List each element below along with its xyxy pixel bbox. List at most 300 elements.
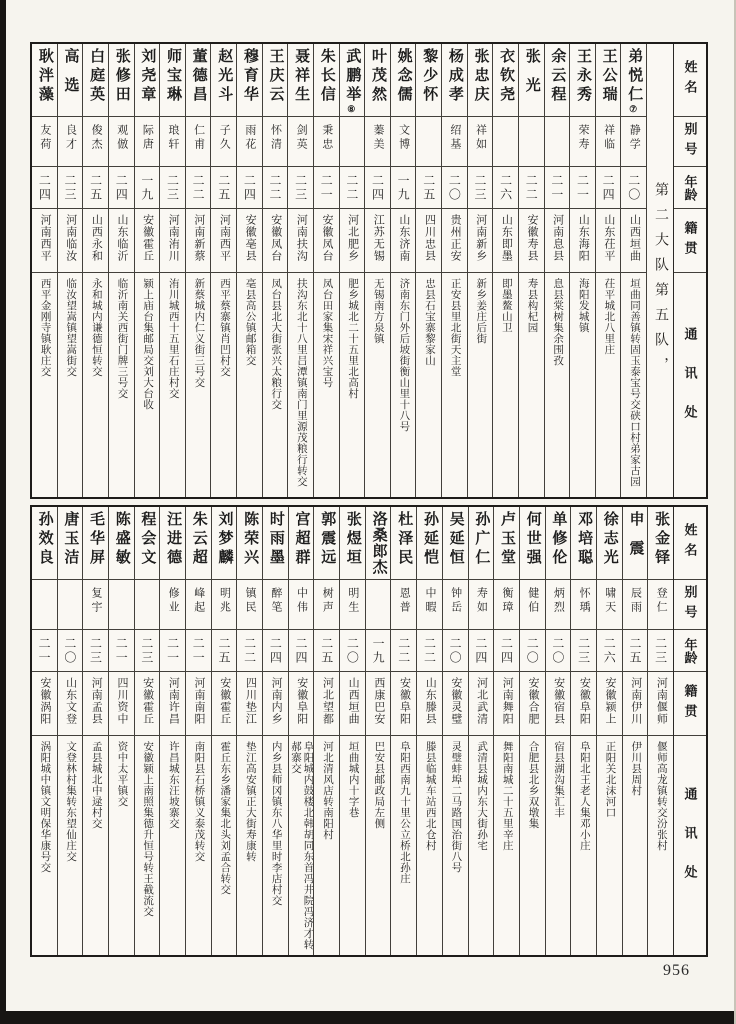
person-name-cell	[469, 507, 494, 580]
person-column	[185, 507, 211, 955]
person-contact-cell	[211, 273, 236, 497]
person-contact-cell	[570, 273, 595, 497]
person-column	[32, 44, 57, 497]
person-alias: 剑英	[295, 124, 308, 152]
person-column	[57, 44, 83, 497]
person-native-place: 山西垣曲	[628, 214, 641, 262]
person-contact-cell	[314, 273, 339, 497]
person-alias-cell	[494, 580, 519, 630]
person-alias: 辰雨	[629, 587, 642, 615]
person-alias-cell	[135, 580, 160, 630]
page-content	[30, 42, 708, 957]
person-name-cell	[83, 507, 108, 580]
person-contact-address: 许昌城东汪坡寨交	[167, 741, 179, 829]
person-native-cell	[340, 209, 365, 273]
person-native-cell	[58, 209, 83, 273]
person-contact-cell	[58, 736, 83, 955]
person-contact-cell	[340, 736, 365, 955]
person-contact-cell	[623, 736, 648, 955]
person-name: 王永秀	[574, 48, 591, 105]
person-alias-cell	[263, 580, 288, 630]
person-column	[134, 507, 160, 955]
person-name: 程会文	[139, 511, 156, 568]
roster-bottom-people	[32, 507, 673, 955]
person-age: 二三	[88, 636, 103, 665]
person-native-cell	[597, 672, 622, 736]
person-age: 二一	[37, 636, 52, 665]
person-contact-address: 滕县临城车站西北仓村	[424, 741, 436, 851]
person-alias: 峰起	[192, 587, 205, 615]
person-column	[441, 44, 467, 497]
person-age-cell	[237, 630, 262, 672]
person-native-cell	[288, 209, 313, 273]
person-age: 二〇	[345, 636, 360, 665]
person-age-cell	[109, 167, 134, 209]
person-name: 余云程	[549, 48, 566, 105]
person-alias-cell	[571, 580, 596, 630]
person-contact-address: 亳县高公镇邮箱交	[244, 278, 256, 366]
person-column	[518, 44, 544, 497]
person-age-cell	[621, 167, 646, 209]
person-alias: 蓁美	[371, 124, 384, 152]
person-column	[493, 507, 519, 955]
person-footnote-mark: ⑧	[347, 105, 358, 115]
unit-caption-column	[646, 44, 673, 497]
person-native-cell	[263, 209, 288, 273]
person-native-cell	[623, 672, 648, 736]
person-native-place: 山东茌平	[602, 214, 615, 262]
person-column	[211, 507, 237, 955]
person-name: 衣钦尧	[498, 48, 515, 105]
person-age: 二三	[165, 173, 180, 202]
person-native-cell	[494, 672, 519, 736]
person-contact-cell	[648, 736, 673, 955]
person-name-cell	[289, 507, 314, 580]
person-age-cell	[83, 167, 108, 209]
person-name: 王庆云	[267, 48, 284, 105]
person-alias: 祥临	[602, 124, 615, 152]
person-native-cell	[442, 209, 467, 273]
person-alias: 寿如	[475, 587, 488, 615]
person-age: 二四	[601, 173, 616, 202]
person-age: 二二	[344, 173, 359, 202]
person-name-cell	[596, 44, 621, 117]
person-name-cell	[186, 507, 211, 580]
person-column	[492, 44, 518, 497]
person-contact-address: 肥乡城北二十五里北高村	[347, 278, 359, 399]
person-column	[159, 507, 185, 955]
person-name-cell	[160, 507, 185, 580]
person-name-cell	[212, 507, 237, 580]
person-age-cell	[288, 167, 313, 209]
person-alias: 琅轩	[166, 124, 179, 152]
person-alias-cell	[109, 580, 134, 630]
person-native-cell	[493, 209, 518, 273]
person-age-cell	[545, 167, 570, 209]
person-native-place: 山东临沂	[115, 214, 128, 262]
person-column	[159, 44, 185, 497]
person-contact-address: 茌平城北八里庄	[603, 278, 615, 355]
person-name-cell	[83, 44, 108, 117]
person-name: 穆育华	[241, 48, 258, 105]
person-alias: 怀瑀	[578, 587, 591, 615]
person-native-place: 山东海阳	[577, 214, 590, 262]
person-age: 二二	[422, 636, 437, 665]
person-name: 赵光斗	[216, 48, 233, 105]
person-alias-cell	[135, 117, 160, 167]
person-name-cell	[58, 507, 83, 580]
person-contact-address: 凤台县北大街张兴太粮行交	[270, 278, 282, 410]
person-name-cell	[366, 507, 391, 580]
person-alias-cell	[58, 117, 83, 167]
person-age: 一九	[371, 636, 386, 665]
person-contact-address: 武清县城内东大街孙宅	[476, 741, 488, 851]
person-alias: 衡璋	[501, 587, 514, 615]
person-column	[647, 507, 673, 955]
person-native-cell	[416, 209, 441, 273]
person-age: 二五	[421, 173, 436, 202]
person-contact-cell	[416, 273, 441, 497]
person-native-place: 安徽凤台	[269, 214, 282, 262]
person-age: 二〇	[448, 636, 463, 665]
person-name: 张修田	[113, 48, 130, 105]
person-column	[622, 507, 648, 955]
person-age-cell	[570, 167, 595, 209]
person-native-cell	[417, 672, 442, 736]
person-contact-address: 阜阳城内鼓楼北韩胡同东首冯井院冯济才转郝寨交	[290, 741, 314, 950]
person-column	[467, 44, 493, 497]
person-contact-address: 舞阳南城二十五里辛庄	[501, 741, 513, 851]
person-alias-cell	[340, 580, 365, 630]
person-contact-cell	[571, 736, 596, 955]
person-name: 杨成孝	[446, 48, 463, 105]
person-contact-cell	[83, 736, 108, 955]
person-contact-cell	[109, 736, 134, 955]
person-contact-cell	[597, 736, 622, 955]
person-age: 二三	[653, 636, 668, 665]
person-column	[210, 44, 236, 497]
person-age-cell	[314, 630, 339, 672]
person-alias: 文博	[397, 124, 410, 152]
person-alias-cell	[340, 117, 365, 167]
person-contact-cell	[186, 736, 211, 955]
person-name: 孙延恺	[421, 511, 438, 568]
person-contact-address: 正阳关北沫河口	[604, 741, 616, 818]
person-age: 二一	[549, 173, 564, 202]
person-contact-cell	[366, 736, 391, 955]
person-native-place: 河南西平	[39, 214, 52, 262]
header-age: 年龄	[674, 630, 706, 672]
person-contact-address: 河北清风店转南阳村	[321, 741, 333, 840]
person-contact-address: 洧川城西十五里石庄村交	[167, 278, 179, 399]
person-contact-cell	[365, 273, 390, 497]
person-native-place: 安徽阜阳	[398, 677, 411, 725]
person-contact-address: 安徽颍上南照集德升恒号转王截流交	[142, 741, 154, 917]
person-age: 二〇	[550, 636, 565, 665]
person-alias-cell	[288, 117, 313, 167]
person-contact-address: 永和城内谦德恒转交	[90, 278, 102, 377]
person-age: 二四	[294, 636, 309, 665]
person-age-cell	[237, 167, 262, 209]
person-native-place: 安徽灵璧	[449, 677, 462, 725]
person-contact-cell	[109, 273, 134, 497]
person-contact-cell	[186, 273, 211, 497]
person-age: 一九	[396, 173, 411, 202]
person-age: 二四	[499, 636, 514, 665]
person-name: 叶茂然	[369, 48, 386, 105]
person-native-place: 贵州正安	[449, 214, 462, 262]
scan-edge-bottom	[0, 1011, 736, 1024]
person-native-place: 安徽寿县	[525, 214, 538, 262]
person-native-place: 河南临汝	[64, 214, 77, 262]
person-name: 聂祥生	[293, 48, 310, 105]
person-native-cell	[546, 672, 571, 736]
person-age: 二一	[191, 636, 206, 665]
person-contact-cell	[519, 273, 544, 497]
person-name-cell	[237, 44, 262, 117]
person-column	[185, 44, 211, 497]
person-alias: 明生	[346, 587, 359, 615]
person-name: 孙广仁	[473, 511, 490, 568]
person-native-cell	[186, 209, 211, 273]
person-contact-cell	[494, 736, 519, 955]
person-age: 二〇	[525, 636, 540, 665]
person-contact-address: 合肥县北乡双墩集	[527, 741, 539, 829]
person-alias-cell	[596, 117, 621, 167]
person-name: 郭震远	[319, 511, 336, 568]
person-contact-address: 新乡姜庄后街	[475, 278, 487, 344]
person-contact-address: 文登林村集转东望仙庄交	[65, 741, 77, 862]
person-column	[544, 44, 570, 497]
person-age: 二二	[524, 173, 539, 202]
person-age: 二一	[319, 173, 334, 202]
person-age-cell	[493, 167, 518, 209]
person-name: 董德昌	[190, 48, 207, 105]
person-contact-address: 灵璧蚌埠二马路国治街八号	[450, 741, 462, 873]
person-native-place: 河南内乡	[270, 677, 283, 725]
person-alias: 俊杰	[90, 124, 103, 152]
person-name: 王公瑞	[600, 48, 617, 105]
person-alias: 仁甫	[192, 124, 205, 152]
header-alias: 别号	[674, 117, 706, 167]
person-alias: 怀清	[269, 124, 282, 152]
person-name: 杜泽民	[396, 511, 413, 568]
person-native-cell	[186, 672, 211, 736]
person-alias-cell	[186, 117, 211, 167]
person-age: 二三	[293, 173, 308, 202]
person-column	[595, 44, 621, 497]
person-age: 二〇	[62, 636, 77, 665]
person-contact-cell	[135, 736, 160, 955]
person-age: 二五	[216, 636, 231, 665]
person-alias-cell	[443, 580, 468, 630]
person-name-cell	[494, 507, 519, 580]
person-alias: 醉笔	[269, 587, 282, 615]
person-native-cell	[58, 672, 83, 736]
person-contact-cell	[468, 273, 493, 497]
person-name-cell	[109, 507, 134, 580]
person-alias-cell	[493, 117, 518, 167]
person-alias-cell	[237, 580, 262, 630]
person-alias: 子久	[218, 124, 231, 152]
person-alias-cell	[468, 117, 493, 167]
person-name: 朱云超	[190, 511, 207, 568]
person-alias-cell	[58, 580, 83, 630]
person-alias-cell	[469, 580, 494, 630]
person-contact-cell	[621, 273, 646, 497]
person-contact-cell	[263, 736, 288, 955]
person-name-cell	[211, 44, 236, 117]
person-alias: 明兆	[218, 587, 231, 615]
person-alias-cell	[623, 580, 648, 630]
person-alias: 雨花	[243, 124, 256, 152]
person-contact-cell	[83, 273, 108, 497]
person-contact-address: 偃师高龙镇转交汾张村	[655, 741, 667, 851]
person-contact-address: 伊川县周村	[630, 741, 642, 796]
header-name: 姓名	[674, 507, 706, 580]
person-native-place: 河南扶沟	[295, 214, 308, 262]
person-column	[468, 507, 494, 955]
person-age-cell	[289, 630, 314, 672]
person-age-cell	[58, 630, 83, 672]
person-column	[32, 507, 57, 955]
person-native-place: 河南洧川	[167, 214, 180, 262]
person-name: 陈盛敏	[113, 511, 130, 568]
person-native-cell	[32, 672, 57, 736]
person-native-place: 河南舞阳	[501, 677, 514, 725]
person-age-cell	[443, 630, 468, 672]
person-alias: 恩普	[398, 587, 411, 615]
person-contact-cell	[289, 736, 314, 955]
person-contact-address: 西平金刚寺镇耿庄交	[39, 278, 51, 377]
person-native-cell	[160, 209, 185, 273]
person-name: 师宝琳	[164, 48, 181, 105]
roster-top-people	[32, 44, 646, 497]
person-column	[339, 44, 365, 497]
person-age-cell	[263, 630, 288, 672]
person-native-cell	[32, 209, 57, 273]
person-native-place: 山东济南	[397, 214, 410, 262]
person-name: 耿泮藻	[36, 48, 53, 105]
person-age: 二六	[602, 636, 617, 665]
person-native-place: 河南息县	[551, 214, 564, 262]
person-contact-cell	[520, 736, 545, 955]
person-contact-cell	[391, 273, 416, 497]
person-column	[620, 44, 646, 497]
person-alias-cell	[391, 580, 416, 630]
person-alias: 树声	[321, 587, 334, 615]
person-native-place: 河南偃师	[655, 677, 668, 725]
person-column	[108, 507, 134, 955]
person-age: 二三	[472, 173, 487, 202]
person-age-cell	[32, 630, 57, 672]
person-name: 武鹏举	[344, 48, 361, 105]
person-native-place: 安徽阜阳	[295, 677, 308, 725]
person-native-place: 安徽霍丘	[141, 677, 154, 725]
person-native-place: 河南孟县	[90, 677, 103, 725]
person-native-place: 河南许昌	[167, 677, 180, 725]
person-name-cell	[519, 44, 544, 117]
person-native-cell	[109, 209, 134, 273]
person-alias: 静学	[628, 124, 641, 152]
person-name-cell	[263, 44, 288, 117]
person-name-cell	[570, 44, 595, 117]
person-native-cell	[443, 672, 468, 736]
person-age-cell	[391, 630, 416, 672]
person-name-cell	[160, 44, 185, 117]
person-alias: 秉忠	[320, 124, 333, 152]
person-native-place: 河北肥乡	[346, 214, 359, 262]
person-column	[596, 507, 622, 955]
person-age: 二二	[396, 636, 411, 665]
person-column	[313, 44, 339, 497]
person-age-cell	[417, 630, 442, 672]
person-native-place: 安徽合肥	[526, 677, 539, 725]
person-native-cell	[391, 209, 416, 273]
person-name: 徐志光	[601, 511, 618, 568]
person-contact-cell	[443, 736, 468, 955]
person-alias: 中暇	[423, 587, 436, 615]
person-name-cell	[546, 507, 571, 580]
person-name: 弟悦仁	[626, 48, 643, 105]
person-column	[287, 44, 313, 497]
person-age: 一九	[139, 173, 154, 202]
person-native-place: 安徽颍上	[604, 677, 617, 725]
person-alias-cell	[366, 580, 391, 630]
person-column	[519, 507, 545, 955]
person-native-cell	[648, 672, 673, 736]
person-name-cell	[58, 44, 83, 117]
person-native-cell	[520, 672, 545, 736]
person-alias-cell	[32, 117, 57, 167]
person-age: 二五	[319, 636, 334, 665]
person-native-place: 山东文登	[64, 677, 77, 725]
roster-bottom-header-column	[673, 507, 706, 955]
person-name-cell	[391, 507, 416, 580]
person-age-cell	[32, 167, 57, 209]
person-name: 黎少怀	[421, 48, 438, 105]
person-column	[108, 44, 134, 497]
person-name-cell	[442, 44, 467, 117]
person-age: 二二	[267, 173, 282, 202]
person-native-place: 河北武清	[475, 677, 488, 725]
header-contact: 通讯处	[682, 787, 698, 904]
person-age-cell	[340, 630, 365, 672]
person-alias: 友荷	[38, 124, 51, 152]
person-native-cell	[366, 672, 391, 736]
person-alias: 啸天	[603, 587, 616, 615]
person-contact-cell	[469, 736, 494, 955]
person-native-place: 四川忠县	[423, 214, 436, 262]
person-age-cell	[135, 630, 160, 672]
person-contact-address: 即墨鳌山卫	[500, 278, 512, 333]
person-contact-cell	[212, 736, 237, 955]
person-native-place: 安徽阜阳	[578, 677, 591, 725]
person-name-cell	[443, 507, 468, 580]
person-contact-cell	[160, 273, 185, 497]
person-age-cell	[365, 167, 390, 209]
person-alias-cell	[442, 117, 467, 167]
person-name-cell	[263, 507, 288, 580]
person-age: 二一	[575, 173, 590, 202]
person-contact-address: 垣曲城内十字巷	[347, 741, 359, 818]
person-name-cell	[237, 507, 262, 580]
person-native-place: 河南西平	[218, 214, 231, 262]
person-contact-cell	[160, 736, 185, 955]
person-age: 二五	[216, 173, 231, 202]
person-age: 二四	[114, 173, 129, 202]
person-contact-cell	[263, 273, 288, 497]
